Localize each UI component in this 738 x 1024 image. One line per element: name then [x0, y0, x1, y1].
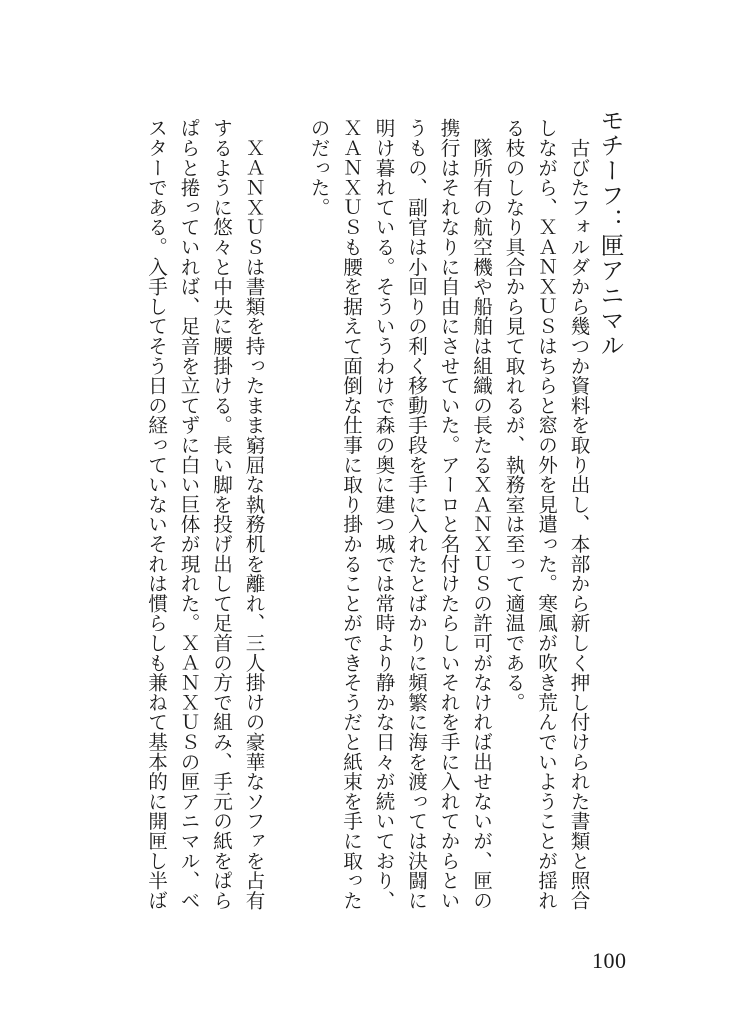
text-line: しながら、ＸＡＮＸＵＳはちらと窓の外を見遣った。寒風が吹き荒んでいようことが揺れ	[534, 118, 558, 910]
text-line: ぱらと捲っていれば、足音を立てずに白い巨体が現れた。ＸＡＮＸＵＳの匣アニマル、ベ	[177, 118, 200, 910]
text-line: る枝のしなり具合から見て取れるが、執務室は至って適温である。	[502, 118, 525, 712]
text-line: ＸＡＮＸＵＳも腰を据えて面倒な仕事に取り掛かることができそうだと紙束を手に取った	[339, 118, 363, 910]
text-line: 古びたフォルダから幾つか資料を取り出し、本部から新しく押し付けられた書類と照合	[567, 118, 590, 910]
text-line: 隊所有の航空機や船舶は組織の長たるＸＡＮＸＵＳの許可がなければ出せないが、匣の	[469, 118, 493, 910]
text-line: スターである。入手してそう日の経っていないそれは慣らしも兼ねて基本的に開匣し半ば	[144, 118, 168, 910]
text-line: のだった。	[307, 118, 330, 217]
text-line: 明け暮れている。そういうわけで森の奥に建つ城では常時より静かな日々が続いており、	[372, 118, 395, 910]
text-line: するように悠々と中央に腰掛ける。長い脚を投げ出して足首の方で組み、手元の紙をぱら	[209, 118, 233, 910]
chapter-title: モチーフ：匣アニマル	[596, 108, 624, 358]
text-line: ＸＡＮＸＵＳは書類を持ったまま窮屈な執務机を離れ、三人掛けの豪華なソファを占有	[242, 118, 265, 910]
text-line: うもの、副官は小回りの利く移動手段を手に入れたとばかりに頻繁に海を渡っては決闘に	[404, 118, 428, 910]
text-line: 携行はそれなりに自由にさせていた。アーロと名付けたらしいそれを手に入れてからとい	[437, 118, 460, 910]
blank-line	[269, 118, 302, 918]
body-text	[139, 118, 594, 918]
page-number: 100	[592, 948, 627, 973]
